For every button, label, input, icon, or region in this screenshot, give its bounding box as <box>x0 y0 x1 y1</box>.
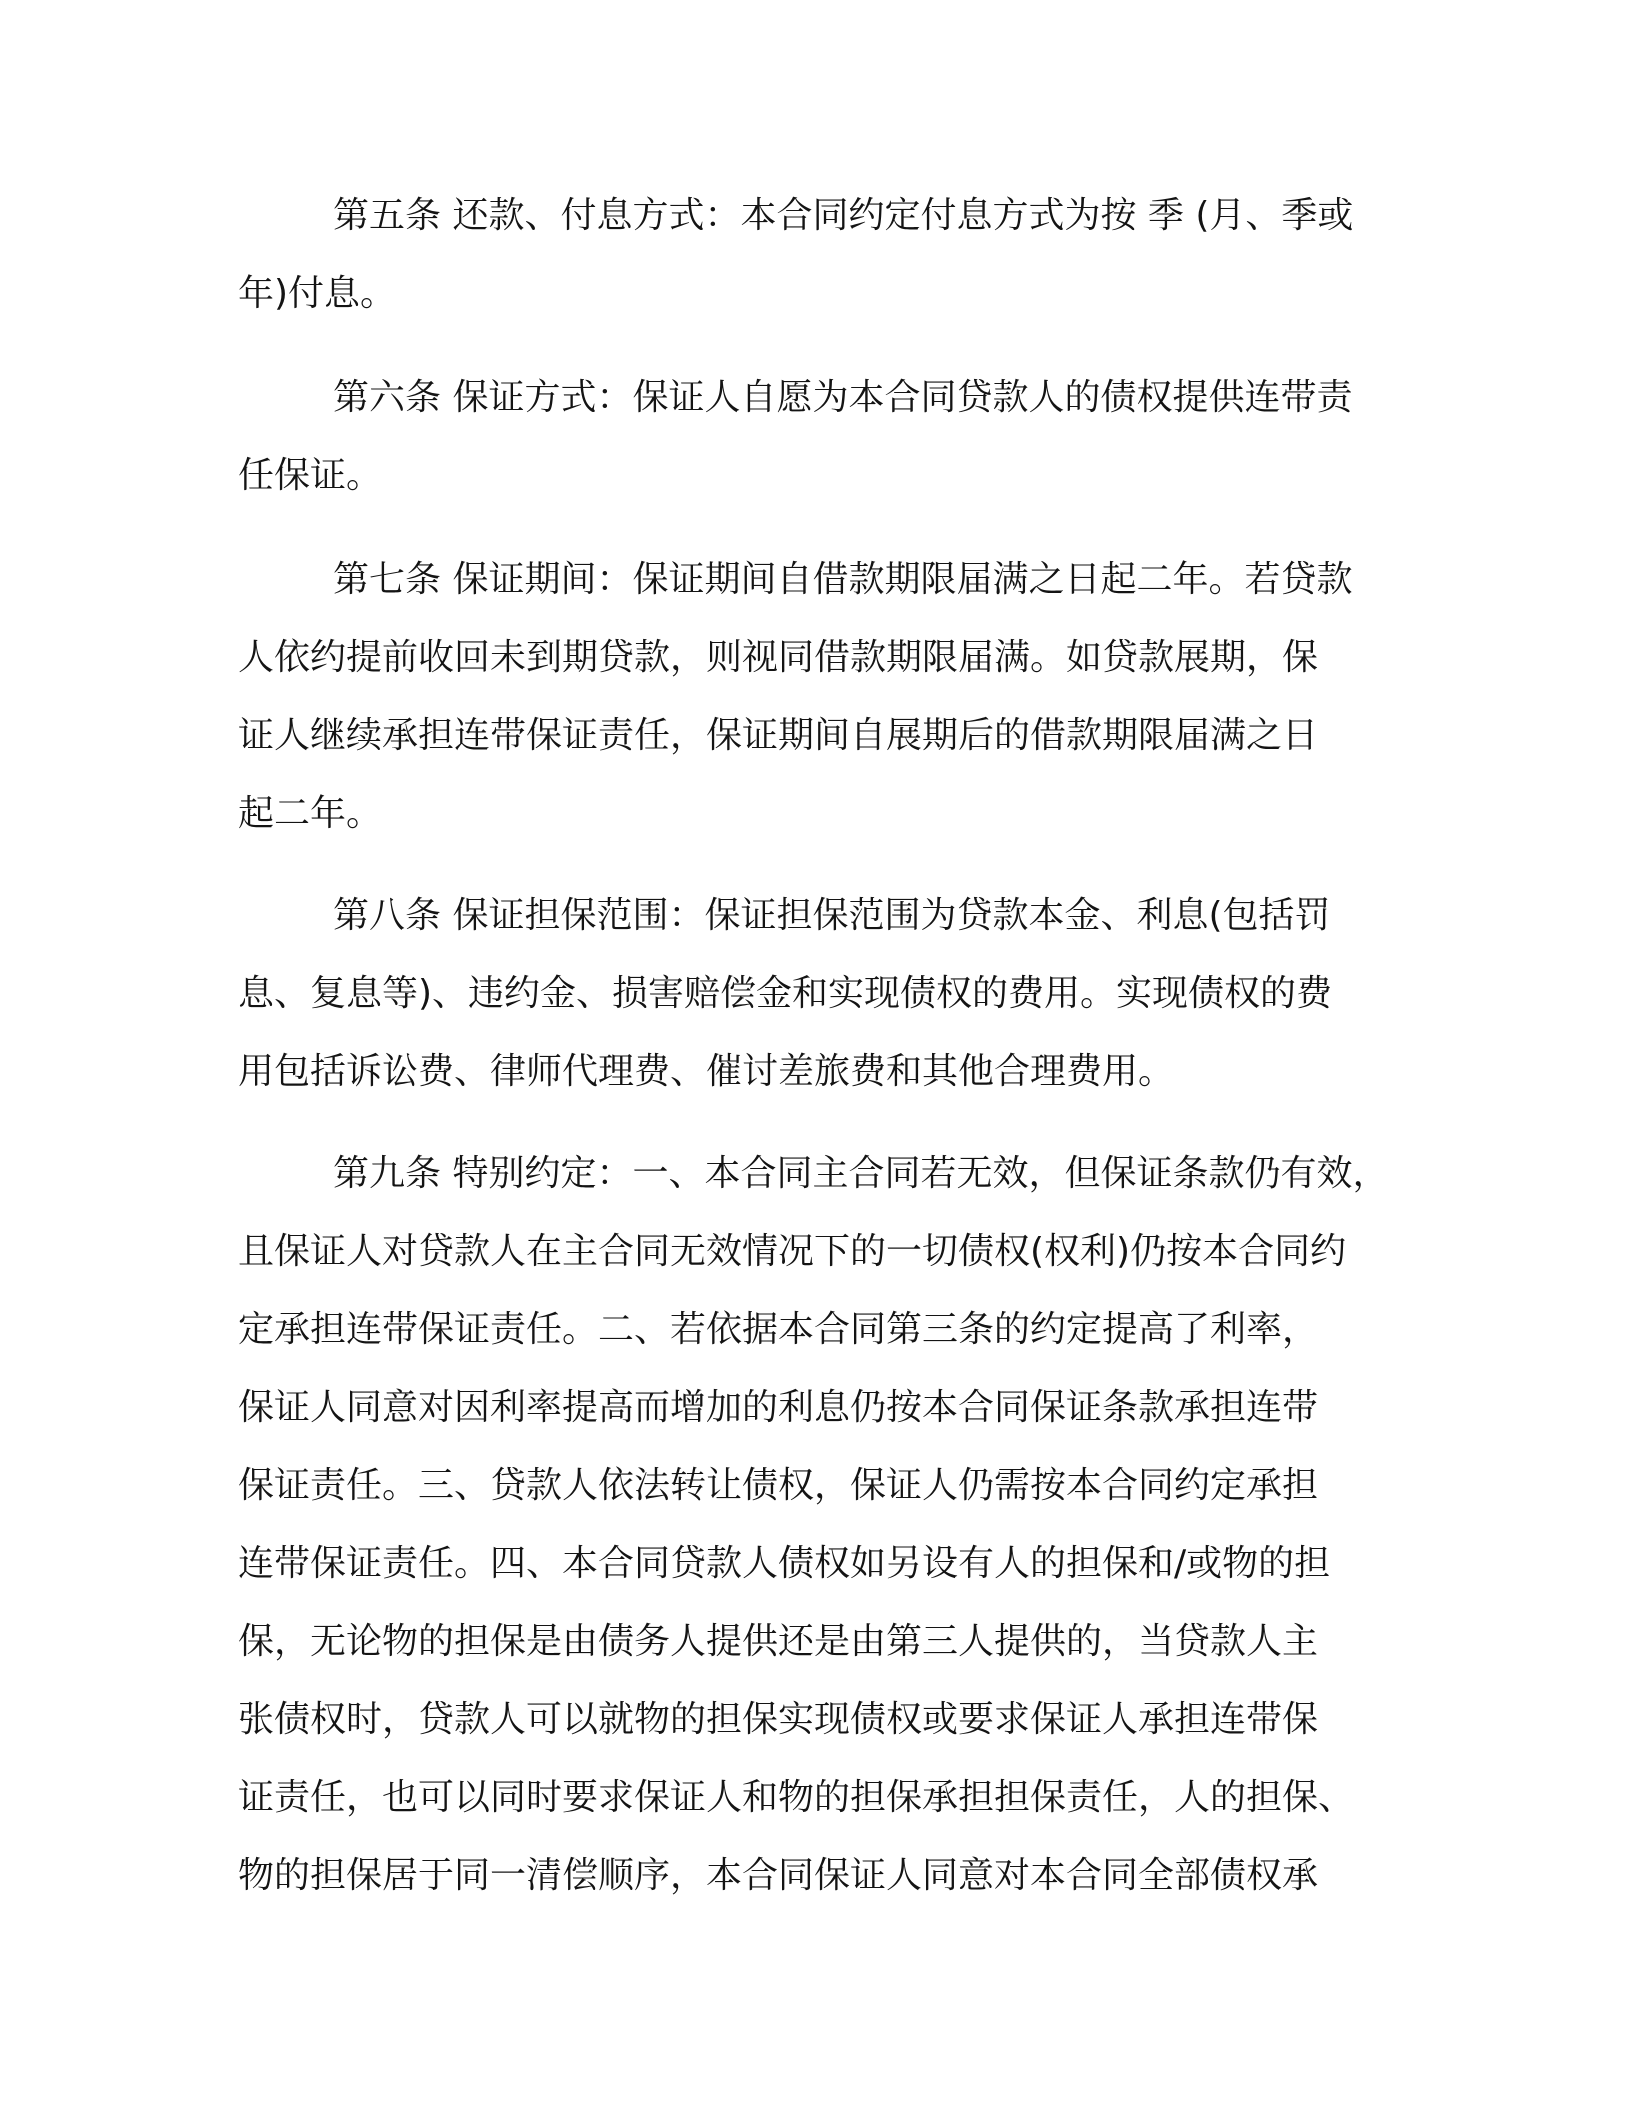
article-5-line-1: 第五条 还款、付息方式：本合同约定付息方式为按 季 (月、季或 <box>333 195 1354 236</box>
article-9-line-7: 保，无论物的担保是由债务人提供还是由第三人提供的，当贷款人主 <box>238 1621 1319 1662</box>
article-8-line-3: 用包括诉讼费、律师代理费、催讨差旅费和其他合理费用。 <box>238 1051 1175 1092</box>
article-9-line-10: 物的担保居于同一清偿顺序，本合同保证人同意对本合同全部债权承 <box>238 1855 1319 1896</box>
article-9-line-2: 且保证人对贷款人在主合同无效情况下的一切债权(权利)仍按本合同约 <box>238 1231 1347 1272</box>
article-7-line-3: 证人继续承担连带保证责任，保证期间自展期后的借款期限届满之日 <box>238 715 1319 756</box>
article-6-line-1: 第六条 保证方式：保证人自愿为本合同贷款人的债权提供连带责 <box>333 377 1353 418</box>
article-9-line-3: 定承担连带保证责任。二、若依据本合同第三条的约定提高了利率， <box>238 1309 1319 1350</box>
article-6-line-2: 任保证。 <box>238 455 383 496</box>
article-9-line-6: 连带保证责任。四、本合同贷款人债权如另设有人的担保和/或物的担 <box>238 1543 1331 1584</box>
article-8-line-1: 第八条 保证担保范围：保证担保范围为贷款本金、利息(包括罚 <box>333 895 1331 936</box>
article-7-line-2: 人依约提前收回未到期贷款，则视同借款期限届满。如贷款展期，保 <box>238 637 1319 678</box>
article-7-line-4: 起二年。 <box>238 793 383 834</box>
article-5-line-2: 年)付息。 <box>238 273 397 314</box>
article-9-line-8: 张债权时，贷款人可以就物的担保实现债权或要求保证人承担连带保 <box>238 1699 1319 1740</box>
article-9-line-5: 保证责任。三、贷款人依法转让债权，保证人仍需按本合同约定承担 <box>238 1465 1319 1506</box>
article-9-line-1: 第九条 特别约定：一、本合同主合同若无效，但保证条款仍有效， <box>333 1153 1389 1194</box>
article-8-line-2: 息、复息等)、违约金、损害赔偿金和实现债权的费用。实现债权的费 <box>238 973 1333 1014</box>
article-9-line-9: 证责任，也可以同时要求保证人和物的担保承担担保责任，人的担保、 <box>238 1777 1355 1818</box>
article-7-line-1: 第七条 保证期间：保证期间自借款期限届满之日起二年。若贷款 <box>333 559 1353 600</box>
article-9-line-4: 保证人同意对因利率提高而增加的利息仍按本合同保证条款承担连带 <box>238 1387 1319 1428</box>
